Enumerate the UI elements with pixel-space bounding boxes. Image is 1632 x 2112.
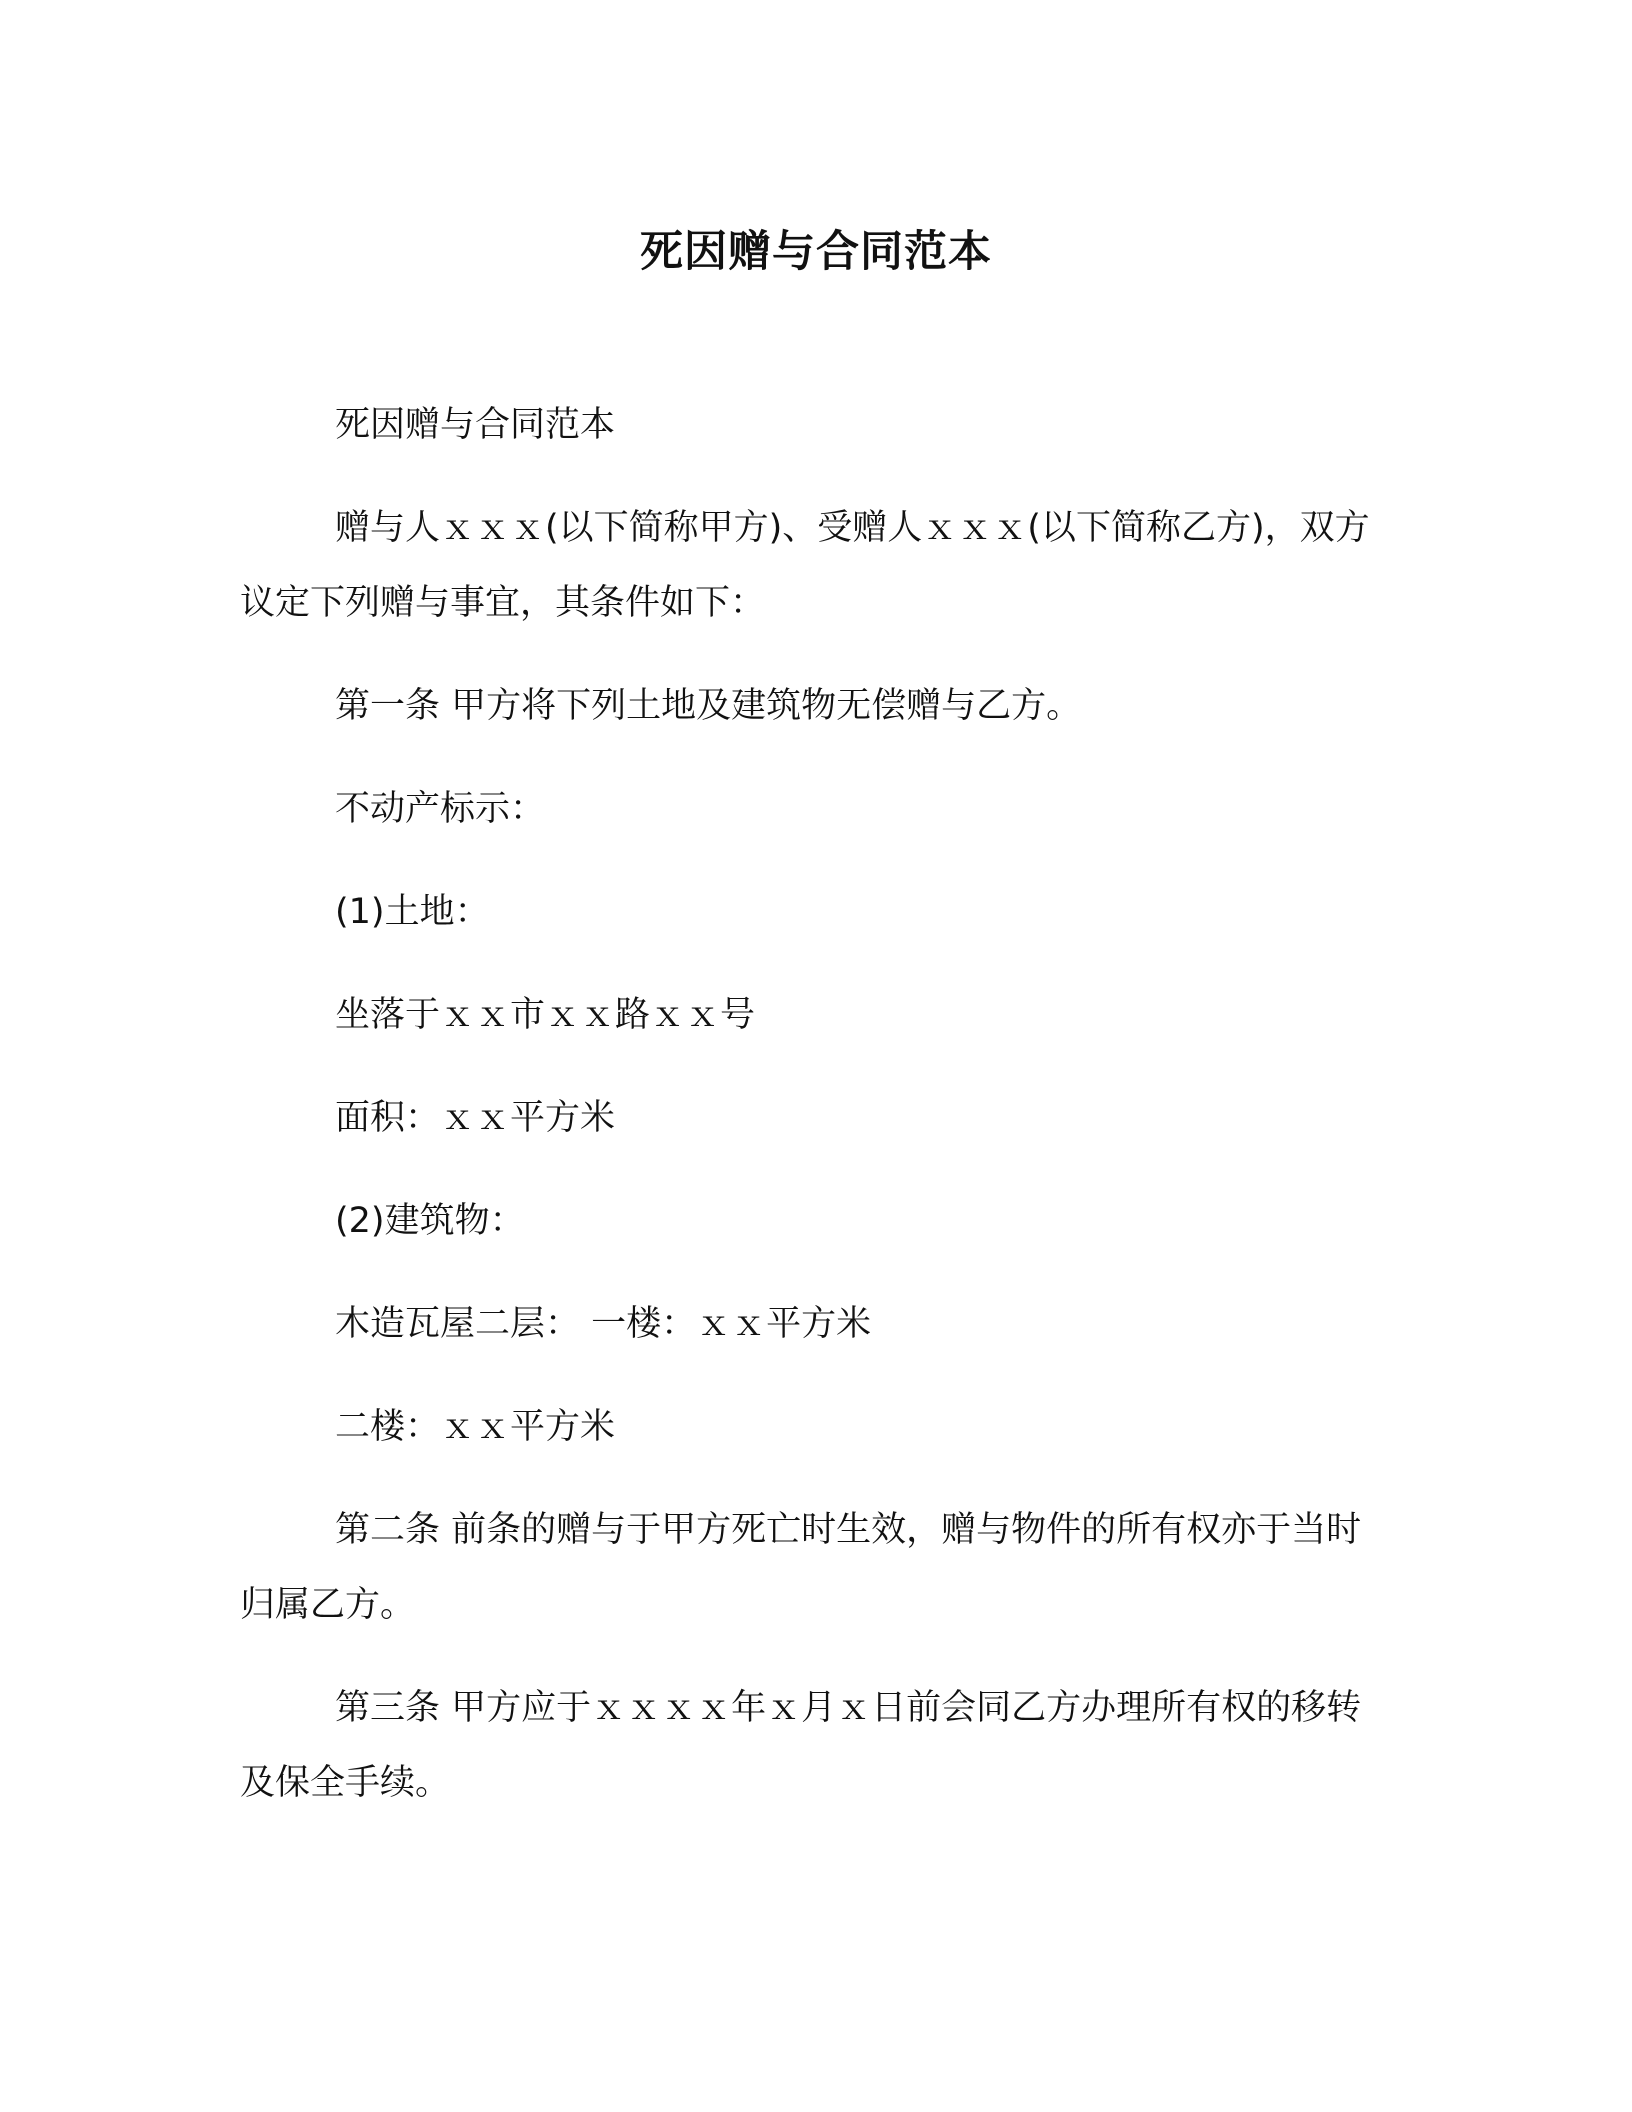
paragraph-land-area: 面积：ｘｘ平方米 <box>335 1098 616 1138</box>
paragraph-article-1: 第一条 甲方将下列土地及建筑物无偿赠与乙方。 <box>335 686 1082 726</box>
paragraph-land-location: 坐落于ｘｘ市ｘｘ路ｘｘ号 <box>335 995 756 1035</box>
paragraph-heading: 死因赠与合同范本 <box>335 405 616 445</box>
paragraph-parties: 赠与人ｘｘｘ(以下简称甲方)、受赠人ｘｘｘ(以下简称乙方)，双方议定下列赠与事宜，其条件如下： <box>240 508 1370 623</box>
document-body <box>240 388 1390 1849</box>
paragraph-property-label: 不动产标示： <box>335 789 546 829</box>
paragraph-building-second-floor: 二楼：ｘｘ平方米 <box>335 1407 616 1447</box>
paragraph-article-3: 第三条 甲方应于ｘｘｘｘ年ｘ月ｘ日前会同乙方办理所有权的移转及保全手续。 <box>240 1688 1362 1803</box>
paragraph-land-label: (1)土地： <box>335 892 490 932</box>
document-title: 死因赠与合同范本 <box>640 227 992 277</box>
paragraph-building-label: (2)建筑物： <box>335 1201 525 1241</box>
paragraph-building-first-floor: 木造瓦屋二层： 一楼：ｘｘ平方米 <box>335 1304 872 1344</box>
paragraph-article-2: 第二条 前条的赠与于甲方死亡时生效，赠与物件的所有权亦于当时归属乙方。 <box>240 1510 1362 1625</box>
